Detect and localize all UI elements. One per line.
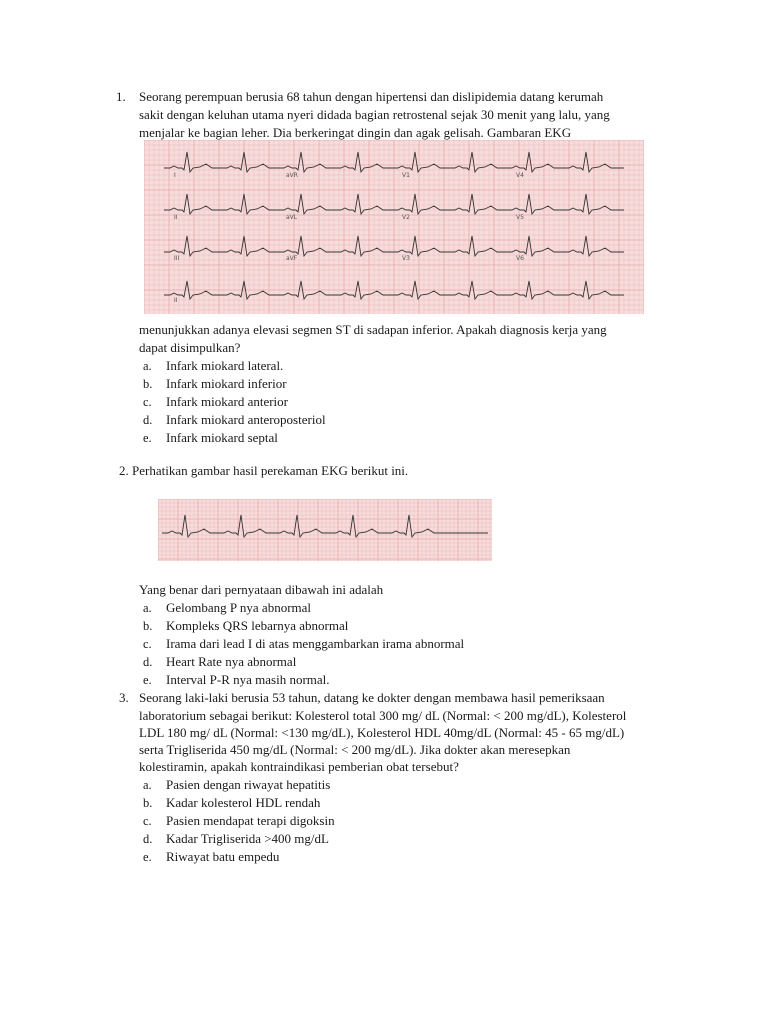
- q1-number: 1.: [116, 89, 126, 104]
- q2-option-d[interactable]: Heart Rate nya abnormal: [166, 654, 297, 669]
- q2-option-letter: e.: [143, 673, 152, 687]
- q3-stem-line-5: kolestiramin, apakah kontraindikasi pemberian obat tersebut?: [139, 759, 459, 774]
- q1-option-e[interactable]: Infark miokard septal: [166, 430, 278, 445]
- q3-option-letter: d.: [143, 832, 153, 846]
- q3-option-letter: b.: [143, 796, 153, 810]
- q3-option-letter: e.: [143, 850, 152, 864]
- q2-option-letter: c.: [143, 637, 152, 651]
- ekg-lead-label: aVL: [286, 214, 298, 221]
- q1-option-b[interactable]: Infark miokard inferior: [166, 376, 287, 391]
- ekg-lead-label: II: [174, 214, 178, 221]
- q3-option-c[interactable]: Pasien mendapat terapi digoksin: [166, 813, 335, 828]
- q2-option-c[interactable]: Irama dari lead I di atas menggambarkan irama abnormal: [166, 636, 465, 651]
- q1-stem-line-4: menunjukkan adanya elevasi segmen ST di sadapan inferior. Apakah diagnosis kerja yang: [139, 322, 607, 337]
- q3-option-letter: c.: [143, 814, 152, 828]
- ekg-lead-label: V2: [402, 214, 410, 221]
- q2-option-e[interactable]: Interval P-R nya masih normal.: [166, 672, 330, 687]
- q3-option-b[interactable]: Kadar kolesterol HDL rendah: [166, 795, 321, 810]
- q3-option-d[interactable]: Kadar Trigliserida >400 mg/dL: [166, 831, 329, 846]
- ekg-lead-label: II: [174, 297, 178, 304]
- q1-stem-line-5: dapat disimpulkan?: [139, 340, 241, 355]
- q1-stem-line-2: sakit dengan keluhan utama nyeri didada bagian retrostenal sejak 30 menit yang lalu, yang: [139, 107, 610, 122]
- q2-option-letter: d.: [143, 655, 153, 669]
- ekg-lead-label: aVR: [286, 172, 298, 179]
- q3-number: 3.: [119, 690, 129, 705]
- ekg-lead-label: I: [174, 172, 176, 179]
- ekg-strip-trace: [162, 515, 488, 537]
- q2-option-b[interactable]: Kompleks QRS lebarnya abnormal: [166, 618, 349, 633]
- q1-option-letter: d.: [143, 413, 153, 427]
- ekg-lead-label: V5: [516, 214, 524, 221]
- ekg-lead-label: V6: [516, 255, 524, 262]
- q3-stem-line-1: Seorang laki-laki berusia 53 tahun, datang ke dokter dengan membawa hasil pemeriksaan: [139, 690, 605, 705]
- ekg-lead-label: V1: [402, 172, 410, 179]
- q1-option-letter: b.: [143, 377, 153, 391]
- q3-stem-line-3: LDL 180 mg/ dL (Normal: <130 mg/dL), Kolesterol HDL 40mg/dL (Normal: 45 - 65 mg/dL): [139, 725, 625, 740]
- q1-option-letter: e.: [143, 431, 152, 445]
- ekg-lead-label: V4: [516, 172, 524, 179]
- q1-option-a[interactable]: Infark miokard lateral.: [166, 358, 284, 373]
- q2-stem: 2. Perhatikan gambar hasil perekaman EKG berikut ini.: [119, 463, 409, 478]
- q3-option-letter: a.: [143, 778, 152, 792]
- q1-option-c[interactable]: Infark miokard anterior: [166, 394, 289, 409]
- ekg-lead-label: aVF: [286, 255, 298, 262]
- ekg-rhythm-strip-image: [158, 499, 492, 561]
- q2-option-a[interactable]: Gelombang P nya abnormal: [166, 600, 312, 615]
- q2-prompt: Yang benar dari pernyataan dibawah ini adalah: [139, 582, 384, 597]
- q2-option-letter: a.: [143, 601, 152, 615]
- q2-option-letter: b.: [143, 619, 153, 633]
- q1-stem-line-3: menjalar ke bagian leher. Dia berkeringat dingin dan agak gelisah. Gambaran EKG: [139, 125, 572, 140]
- q3-stem-line-4: serta Trigliserida 450 mg/dL (Normal: < 200 mg/dL). Jika dokter akan meresepkan: [139, 742, 571, 757]
- q3-option-e[interactable]: Riwayat batu empedu: [166, 849, 280, 864]
- ekg-lead-label: III: [174, 255, 180, 262]
- q3-option-a[interactable]: Pasien dengan riwayat hepatitis: [166, 777, 331, 792]
- q1-option-letter: a.: [143, 359, 152, 373]
- q1-option-d[interactable]: Infark miokard anteroposteriol: [166, 412, 326, 427]
- ekg-12-lead-image: [144, 140, 644, 314]
- q3-stem-line-2: laboratorium sebagai berikut: Kolesterol total 300 mg/ dL (Normal: < 200 mg/dL), Kolesterol: [139, 708, 627, 723]
- q1-option-letter: c.: [143, 395, 152, 409]
- q1-stem-line-1: Seorang perempuan berusia 68 tahun dengan hipertensi dan dislipidemia datang kerumah: [139, 89, 604, 104]
- ekg-lead-label: V3: [402, 255, 410, 262]
